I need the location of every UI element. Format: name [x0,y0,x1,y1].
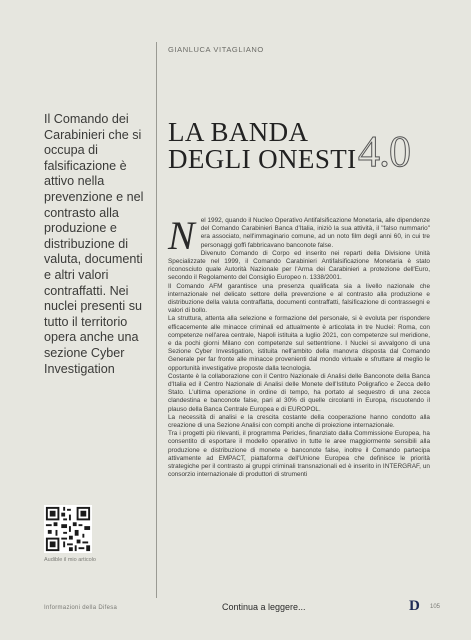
article-body [168,213,430,480]
drop-cap: N [168,213,195,258]
article-title [168,119,357,173]
title-line-1: LA BANDA [168,117,309,147]
lead-paragraph: Il Comando dei Carabinieri che si occupa di falsificazione è attivo nella prevenzione e nel contrasto alla produzione e distribuzione di valuta, documenti e altri valori contraffatti. Nei nuclei presenti su tutto il territorio opera anche una sezione Cyber Investigation [44,112,144,376]
qr-code[interactable] [44,505,92,553]
article-paragraph: Costante è la collaborazione con il Centro Nazionale di Analisi delle Banconote della Banca d'Italia ed il Centro Nazionale di Analisi delle Monete dell'Istituto Poligrafico e Zecca dello Stato. L'ultima operazione in ordine di tempo, ha portato al sequestro di una zecca clandestina e banconote false, pari al 30% di quelle circolanti in Europa, riscuotendo il plauso della Banca Centrale Europea e di EUROPOL. [168,372,430,413]
qr-caption: Audible il mio articolo [44,557,96,563]
article-paragraph: La struttura, attenta alla selezione e formazione del personale, si è evoluta per rispondere efficacemente alle minacce criminali ed attualmente è articolata in tre Nuclei: Roma, con competenze nell'area centrale, Napoli istituita a luglio 2021, con competenze sul meridione, e da pochi giorni Milano con competenze sul settentrione. I Nuclei si avvalgono di una Sezione Cyber Investigation, istituita nell'ambito della manovra disposta dal Comando Generale per far fronte alle minacce provenienti dal mondo virtuale e sfruttare al meglio le opportunità investigative proposte dalla tecnologia. [168,315,430,372]
magazine-logo: D [409,598,420,614]
page-number: 105 [430,604,441,610]
article-paragraph: Divenuto Comando di Corpo ed inserito nei reparti della Divisione Unità Specializzate nel 1999, il Comando Carabinieri Antifalsificazione Monetaria è stato riconosciuto quale Autorità Nazionale per l'Arma dei Carabinieri a protezione dell'Euro, secondo il Regolamento del Consiglio Europeo n. 1338/2001. [168,249,430,282]
qr-code-icon [44,505,92,553]
article-paragraph: Il Comando AFM garantisce una presenza qualificata sia a livello nazionale che internazionale nel delicato settore della prevenzione e al contrasto alla produzione e distribuzione della valuta contraffatta, documenti contraffatti, falsificazione di contrassegni e valori di bollo. [168,282,430,315]
article-paragraph: el 1992, quando il Nucleo Operativo Antifalsificazione Monetaria, alle dipendenze del Comando Carabinieri Banca d'Italia, iniziò la sua attività, il "falso nummario" era associato, nell'immaginario comune, ad un noto film degli anni 60, in cui tre personaggi goffi fabbricavano banconote false. [200,217,430,249]
column-divider [156,42,157,598]
title-version: 4.0 [358,127,410,176]
article-paragraph: Tra i progetti più rilevanti, il programma Pericles, finanziato dalla Commissione Europea, ha consentito di esportare il modello operativo in tutte le aree maggiormente sensibili alla produzione e distribuzione di monete e banconote false, inoltre il Comando partecipa attivamente ad EMPACT, piattaforma dell'Unione Europea che definisce le priorità strategiche per il contrasto ai gruppi criminali transnazionali ed è inserito in INTERGRAF, un consorzio internazionale di produttori di strumenti [168,430,430,479]
continue-reading-link[interactable]: Continua a leggere... [222,602,306,612]
article-paragraph: La necessità di analisi e la crescita costante della cooperazione hanno condotto alla creazione di una Sezione Analisi con compiti anche di proiezione internazionale. [168,413,430,430]
publication-name: Informazioni della Difesa [44,605,118,611]
title-line-2: DEGLI ONESTI [168,144,357,174]
author-name: GIANLUCA VITAGLIANO [168,45,264,54]
